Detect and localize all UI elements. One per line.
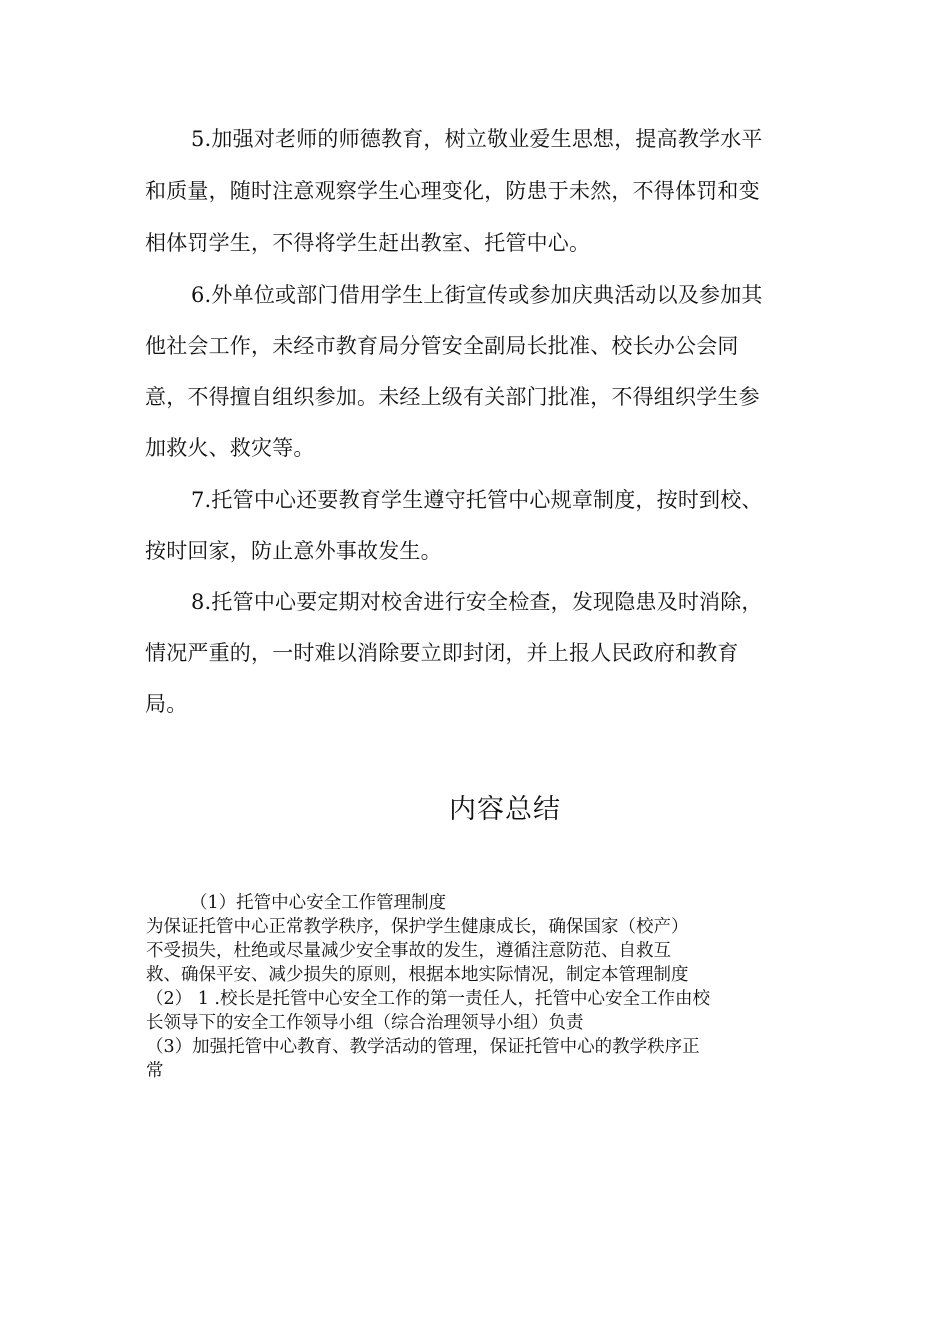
summary-line-1: （1）托管中心安全工作管理制度	[190, 893, 447, 913]
paragraph-6-line-3: 意，不得擅自组织参加。未经上级有关部门批准，不得组织学生参	[145, 385, 760, 409]
paragraph-5-line-3: 相体罚学生，不得将学生赶出教室、托管中心。	[145, 231, 591, 255]
paragraph-5-line-2: 和质量，随时注意观察学生心理变化，防患于未然，不得体罚和变	[145, 179, 760, 203]
summary-title: 内容总结	[449, 794, 561, 825]
summary-line-5: （2） 1 .校长是托管中心安全工作的第一责任人，托管中心安全工作由校	[146, 989, 710, 1009]
paragraph-6-line-1: 6.外单位或部门借用学生上街宣传或参加庆典活动以及参加其	[191, 283, 763, 307]
paragraph-7-line-1: 7.托管中心还要教育学生遵守托管中心规章制度，按时到校、	[191, 488, 763, 512]
paragraph-8-line-3: 局。	[145, 692, 188, 716]
paragraph-8-line-1: 8.托管中心要定期对校舍进行安全检查，发现隐患及时消除，	[191, 590, 763, 614]
paragraph-6-line-2: 他社会工作，未经市教育局分管安全副局长批准、校长办公会同	[145, 334, 739, 358]
summary-line-3: 不受损失，杜绝或尽量减少安全事故的发生，遵循注意防范、自救互	[146, 941, 671, 961]
summary-line-4: 救、确保平安、减少损失的原则，根据本地实际情况，制定本管理制度	[146, 965, 689, 985]
summary-line-8: 常	[146, 1061, 164, 1081]
paragraph-6-line-4: 加救火、救灾等。	[145, 436, 315, 460]
summary-line-2: 为保证托管中心正常教学秩序，保护学生健康成长，确保国家（校产）	[146, 917, 689, 937]
paragraph-5-line-1: 5.加强对老师的师德教育，树立敬业爱生思想，提高教学水平	[191, 127, 763, 151]
paragraph-7-line-2: 按时回家，防止意外事故发生。	[145, 539, 442, 563]
summary-line-7: （3）加强托管中心教育、教学活动的管理，保证托管中心的教学秩序正	[146, 1037, 700, 1057]
summary-line-6: 长领导下的安全工作领导小组（综合治理领导小组）负责	[146, 1013, 584, 1033]
paragraph-8-line-2: 情况严重的，一时难以消除要立即封闭，并上报人民政府和教育	[145, 641, 739, 665]
